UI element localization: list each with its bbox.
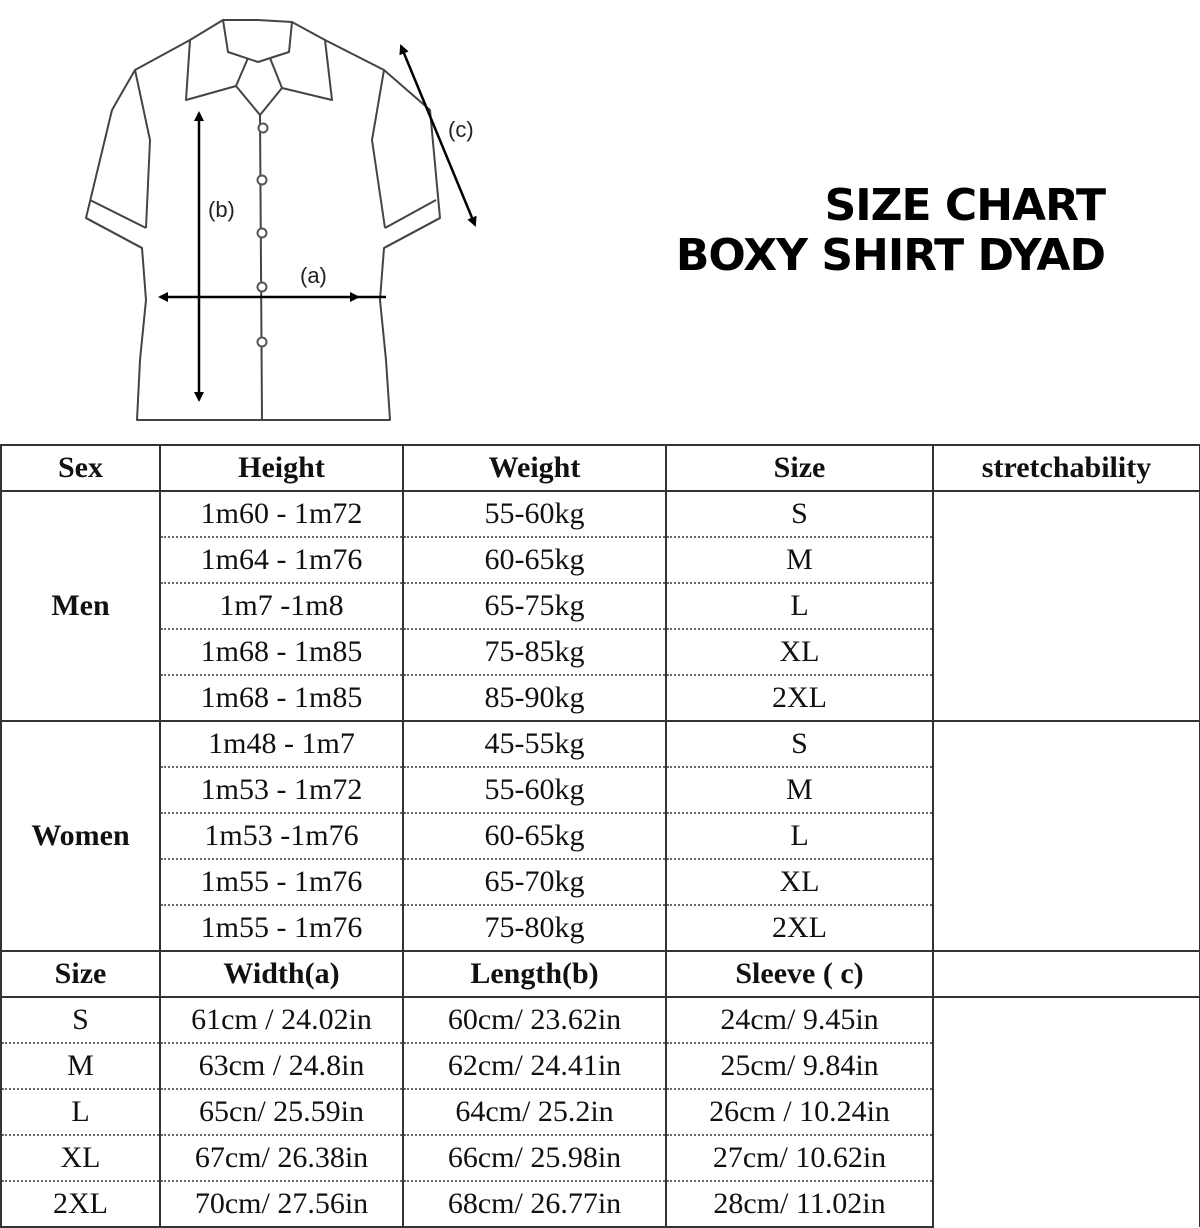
height-cell: 1m68 - 1m85 — [160, 629, 403, 675]
size-cell: M — [1, 1043, 160, 1089]
header-row — [1, 445, 1200, 491]
sex-cell: Men — [1, 491, 160, 721]
height-cell: 1m55 - 1m76 — [160, 905, 403, 951]
length-cell: 68cm/ 26.77in — [403, 1181, 666, 1227]
sleeve-cell: 28cm/ 11.02in — [666, 1181, 933, 1227]
label-b: (b) — [208, 197, 235, 222]
width-cell: 67cm/ 26.38in — [160, 1135, 403, 1181]
length-cell: 66cm/ 25.98in — [403, 1135, 666, 1181]
length-cell: 60cm/ 23.62in — [403, 997, 666, 1043]
weight-cell: 65-70kg — [403, 859, 666, 905]
header-cell: Height — [160, 445, 403, 491]
empty-cell — [933, 997, 1200, 1227]
header-cell: Width(a) — [160, 951, 403, 997]
shirt-diagram — [0, 0, 620, 440]
height-cell: 1m64 - 1m76 — [160, 537, 403, 583]
size-cell: XL — [1, 1135, 160, 1181]
weight-cell: 55-60kg — [403, 491, 666, 537]
size-cell: 2XL — [666, 905, 933, 951]
header-cell: Size — [1, 951, 160, 997]
table-row — [1, 997, 1200, 1043]
empty-header-cell — [933, 951, 1200, 997]
table-row — [1, 721, 1200, 767]
size-cell: XL — [666, 859, 933, 905]
weight-cell: 75-85kg — [403, 629, 666, 675]
shirt-outline — [86, 20, 440, 420]
sleeve-cell: 25cm/ 9.84in — [666, 1043, 933, 1089]
measure-arrows — [160, 46, 475, 400]
header-cell: Weight — [403, 445, 666, 491]
weight-cell: 60-65kg — [403, 537, 666, 583]
weight-cell: 55-60kg — [403, 767, 666, 813]
table-row — [1, 491, 1200, 537]
measurement-header-row — [1, 951, 1200, 997]
sleeve-cell: 27cm/ 10.62in — [666, 1135, 933, 1181]
width-cell: 65cn/ 25.59in — [160, 1089, 403, 1135]
width-cell: 61cm / 24.02in — [160, 997, 403, 1043]
size-cell: 2XL — [1, 1181, 160, 1227]
label-a: (a) — [300, 263, 327, 288]
button-icons — [258, 124, 268, 347]
stretchability-cell — [933, 721, 1200, 951]
stretchability-cell — [933, 491, 1200, 721]
size-cell: 2XL — [666, 675, 933, 721]
height-cell: 1m68 - 1m85 — [160, 675, 403, 721]
header-cell: Sleeve ( c) — [666, 951, 933, 997]
size-cell: L — [1, 1089, 160, 1135]
sleeve-cell: 24cm/ 9.45in — [666, 997, 933, 1043]
height-cell: 1m53 - 1m72 — [160, 767, 403, 813]
header-cell: Length(b) — [403, 951, 666, 997]
sex-cell: Women — [1, 721, 160, 951]
product-title: BOXY SHIRT DYAD — [675, 230, 1105, 281]
size-chart-table — [0, 444, 1200, 1228]
header-cell: Size — [666, 445, 933, 491]
height-cell: 1m55 - 1m76 — [160, 859, 403, 905]
header-cell: Sex — [1, 445, 160, 491]
size-cell: S — [1, 997, 160, 1043]
size-cell: S — [666, 491, 933, 537]
length-cell: 62cm/ 24.41in — [403, 1043, 666, 1089]
weight-cell: 65-75kg — [403, 583, 666, 629]
weight-cell: 45-55kg — [403, 721, 666, 767]
label-c: (c) — [448, 117, 474, 142]
size-cell: M — [666, 767, 933, 813]
height-cell: 1m48 - 1m7 — [160, 721, 403, 767]
size-cell: S — [666, 721, 933, 767]
size-cell: L — [666, 583, 933, 629]
weight-cell: 60-65kg — [403, 813, 666, 859]
height-cell: 1m7 -1m8 — [160, 583, 403, 629]
header-cell: stretchability — [933, 445, 1200, 491]
weight-cell: 85-90kg — [403, 675, 666, 721]
sleeve-cell: 26cm / 10.24in — [666, 1089, 933, 1135]
size-cell: M — [666, 537, 933, 583]
size-cell: XL — [666, 629, 933, 675]
height-cell: 1m60 - 1m72 — [160, 491, 403, 537]
length-cell: 64cm/ 25.2in — [403, 1089, 666, 1135]
weight-cell: 75-80kg — [403, 905, 666, 951]
height-cell: 1m53 -1m76 — [160, 813, 403, 859]
size-chart-title: SIZE CHART — [824, 180, 1105, 231]
size-cell: L — [666, 813, 933, 859]
width-cell: 63cm / 24.8in — [160, 1043, 403, 1089]
width-cell: 70cm/ 27.56in — [160, 1181, 403, 1227]
